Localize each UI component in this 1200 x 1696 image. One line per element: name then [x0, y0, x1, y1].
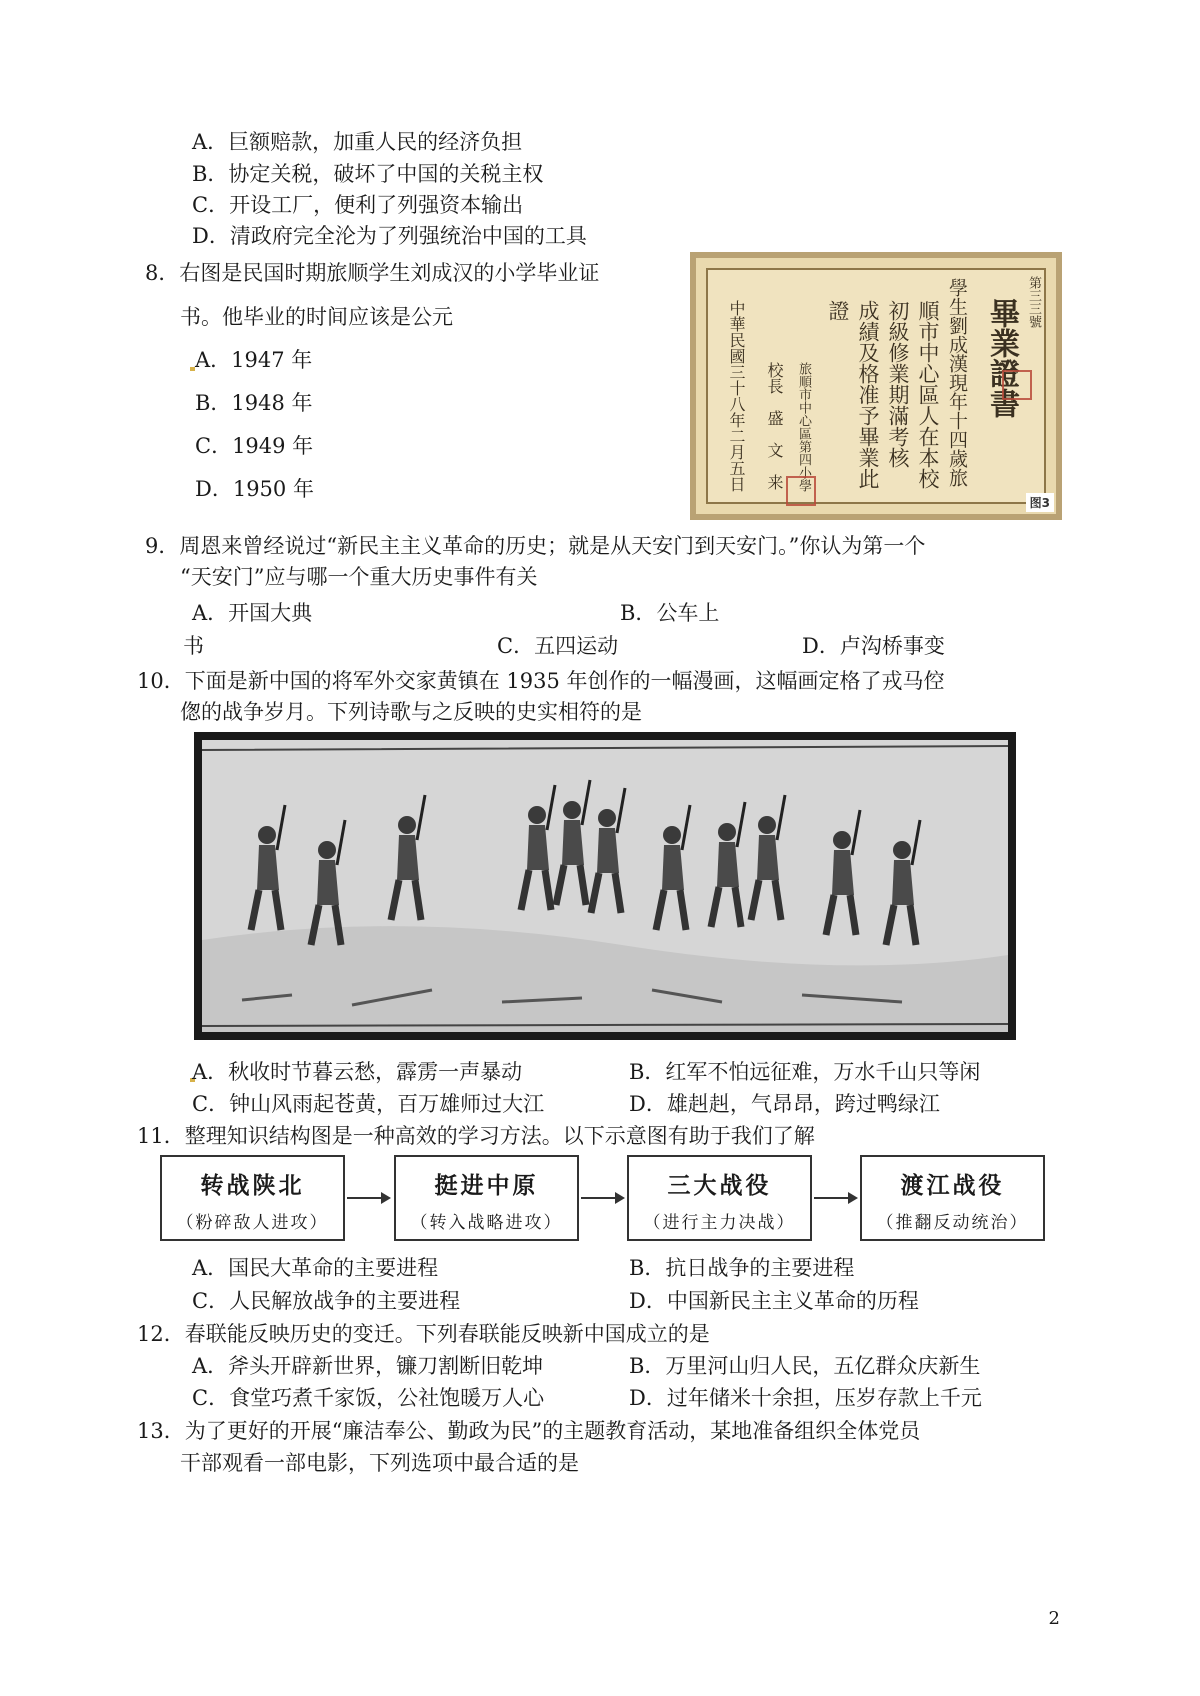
flow-step-title: 转战陕北: [200, 1172, 305, 1199]
page-number: 2: [1048, 1608, 1060, 1629]
certificate-body-col2: 順市中心區人在本校: [916, 300, 940, 489]
certificate-title: 畢業證書: [984, 298, 1019, 418]
q9-option-b-cont: 书: [183, 634, 204, 658]
flow-step-subtitle: （推翻反动统治）: [876, 1213, 1029, 1233]
q12-stem: 12．春联能反映历史的变迁。下列春联能反映新中国成立的是: [137, 1322, 710, 1346]
graduation-certificate-image: [690, 252, 1062, 520]
q8-stem-line1: 8．右图是民国时期旅顺学生刘成汉的小学毕业证: [145, 261, 600, 285]
q10-option-b: B．红军不怕远征难，万水千山只等闲: [629, 1060, 981, 1084]
certificate-body-col4: 成績及格准予畢業此: [856, 300, 880, 489]
q11-option-d: D．中国新民主主义革命的历程: [629, 1289, 919, 1313]
q8-option-d: D．1950 年: [195, 477, 314, 501]
q11-option-a: A．国民大革命的主要进程: [192, 1256, 439, 1280]
flow-step-title: 渡江战役: [900, 1172, 1005, 1199]
q9-option-a: A．开国大典: [192, 601, 313, 625]
q8-option-c: C．1949 年: [195, 434, 314, 458]
q7-option-b: B．协定关税，破坏了中国的关税主权: [192, 162, 544, 186]
flow-step-subtitle: （进行主力决战）: [643, 1213, 796, 1233]
q13-stem-line2: 干部观看一部电影，下列选项中最合适的是: [180, 1451, 579, 1475]
arrow-right-icon: [814, 1190, 859, 1206]
arrow-right-icon: [581, 1190, 626, 1206]
q7-option-d: D．清政府完全沦为了列强统治中国的工具: [192, 224, 587, 248]
certificate-number: 第三三號: [1026, 276, 1041, 328]
war-cartoon-image: [194, 732, 1016, 1040]
red-seal-icon: [786, 476, 816, 506]
flow-step-title: 三大战役: [667, 1172, 772, 1199]
flow-step-2: [394, 1155, 579, 1241]
q10-option-a: A．秋收时节暮云愁，霹雳一声暴动: [192, 1060, 523, 1084]
q7-option-a: A．巨额赔款，加重人民的经济负担: [192, 130, 523, 154]
flow-step-title: 挺进中原: [434, 1172, 539, 1199]
certificate-date: 中華民國三十八年二月五日: [727, 300, 746, 492]
q8-stem-line2: 书。他毕业的时间应该是公元: [180, 305, 453, 329]
q12-option-d: D．过年储米十余担，压岁存款上千元: [629, 1386, 982, 1410]
flow-step-3: [627, 1155, 812, 1241]
q8-option-b: B．1948 年: [195, 391, 313, 415]
q9-stem-line1: 9．周恩来曾经说过“新民主主义革命的历史；就是从天安门到天安门。”你认为第一个: [145, 534, 926, 558]
q13-stem-line1: 13．为了更好的开展“廉洁奉公、勤政为民”的主题教育活动，某地准备组织全体党员: [137, 1419, 921, 1443]
q11-option-b: B．抗日战争的主要进程: [629, 1256, 855, 1280]
q11-option-c: C．人民解放战争的主要进程: [192, 1289, 461, 1313]
certificate-school: 旅順市中心區第四小學: [796, 362, 811, 492]
certificate-body-col3: 初級修業期滿考核: [886, 300, 910, 468]
q10-stem-line2: 偬的战争岁月。下列诗歌与之反映的史实相符的是: [180, 700, 642, 724]
q12-option-a: A．斧头开辟新世界，镰刀割断旧乾坤: [192, 1354, 544, 1378]
q10-option-c: C．钟山风雨起苍黄，百万雄师过大江: [192, 1092, 545, 1116]
q12-option-c: C．食堂巧煮千家饭，公社饱暖万人心: [192, 1386, 545, 1410]
red-seal-icon: [1002, 370, 1032, 400]
q10-option-d: D．雄赳赳，气昂昂，跨过鸭绿江: [629, 1092, 940, 1116]
flow-step-subtitle: （转入战略进攻）: [410, 1213, 563, 1233]
flow-step-1: [160, 1155, 345, 1241]
certificate-body-col1: 學生劉成漢現年十四歲旅: [946, 278, 968, 487]
q8-option-a: A．1947 年: [195, 348, 313, 372]
q9-option-c: C．五四运动: [497, 634, 619, 658]
q9-option-b: B．公车上: [620, 601, 720, 625]
flow-step-4: [860, 1155, 1045, 1241]
q12-option-b: B．万里河山归人民，五亿群众庆新生: [629, 1354, 981, 1378]
flow-step-subtitle: （粉碎敌人进攻）: [176, 1213, 329, 1233]
certificate-principal: 校長 盛 文 来: [765, 362, 784, 490]
arrow-right-icon: [347, 1190, 392, 1206]
q7-option-c: C．开设工厂，便利了列强资本输出: [192, 193, 524, 217]
q9-option-d: D．卢沟桥事变: [802, 634, 945, 658]
q11-stem: 11．整理知识结构图是一种高效的学习方法。以下示意图有助于我们了解: [137, 1124, 815, 1148]
certificate-body-col5: 證: [826, 300, 850, 321]
q9-stem-line2: “天安门”应与哪一个重大历史事件有关: [180, 565, 538, 589]
q10-stem-line1: 10．下面是新中国的将军外交家黄镇在 1935 年创作的一幅漫画，这幅画定格了戎马倥: [137, 669, 945, 693]
soldiers-sketch: [202, 740, 1008, 1032]
figure-label: 图3: [1026, 493, 1054, 512]
